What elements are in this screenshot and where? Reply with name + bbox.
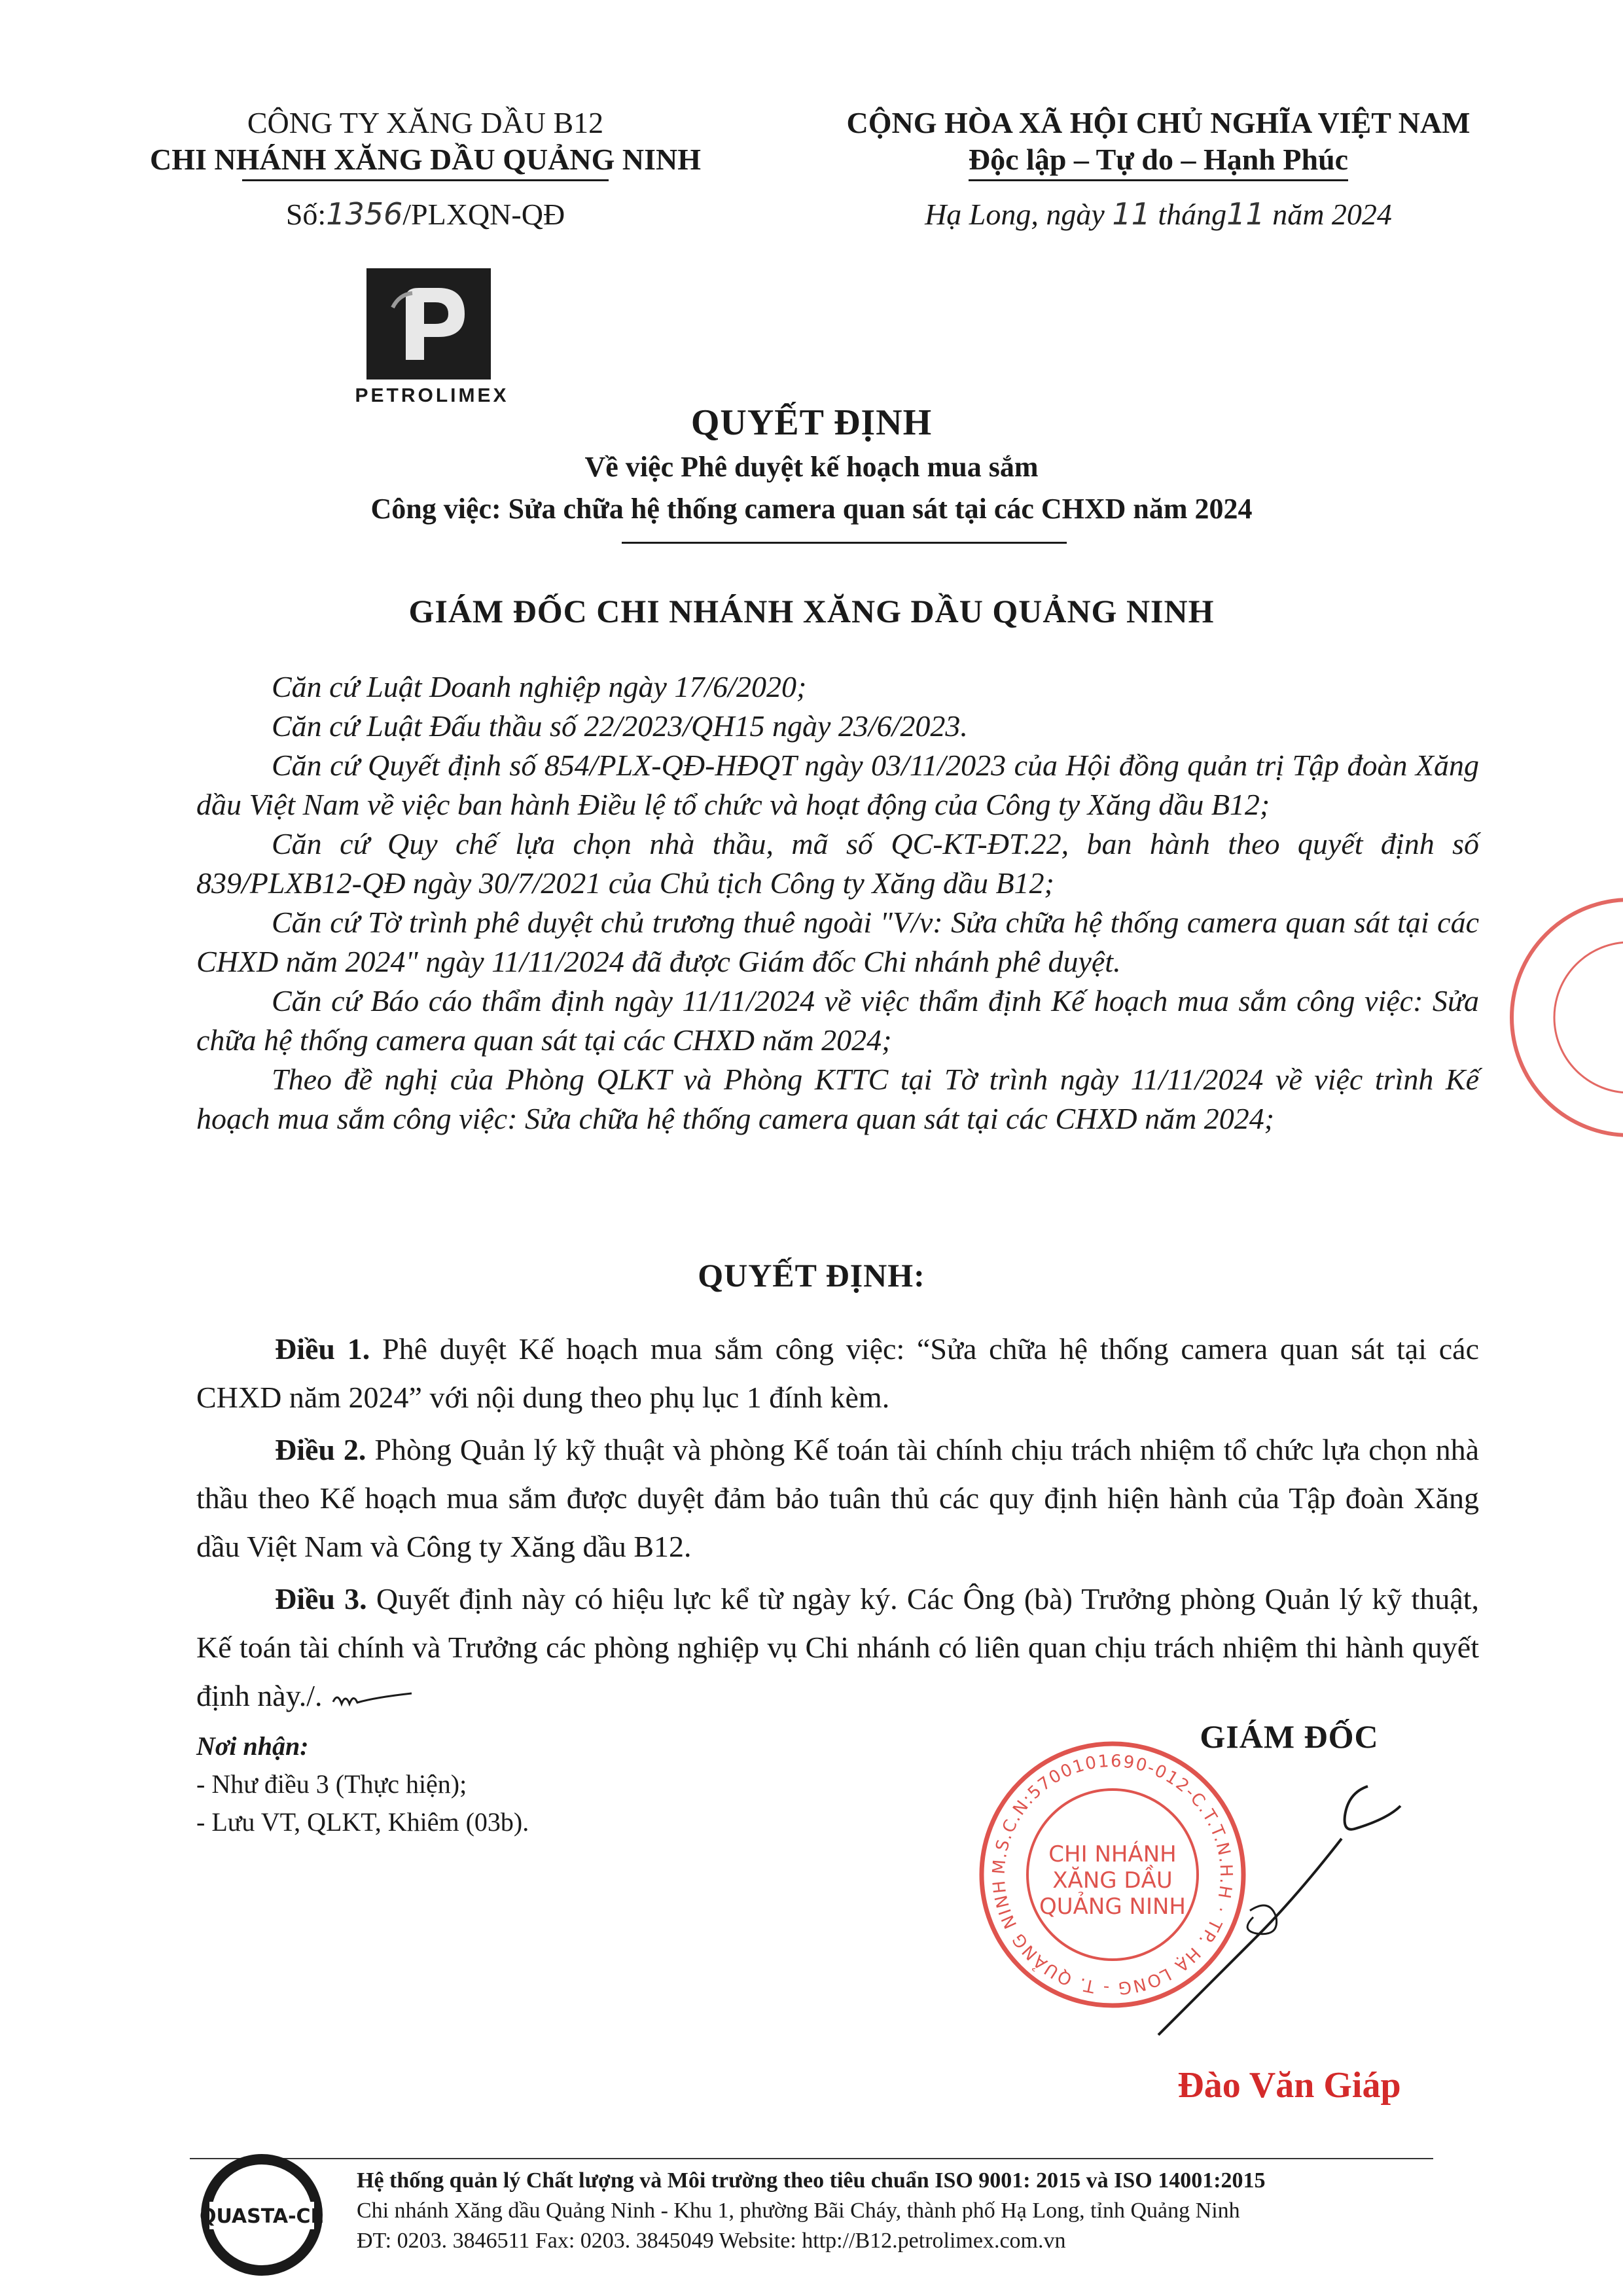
article-label: Điều 2. [275, 1433, 366, 1466]
number-prefix: Số: [285, 198, 327, 231]
basis-item: Căn cứ Báo cáo thẩm định ngày 11/11/2024 về việc thẩm định Kế hoạch mua sắm công việc: Sửa chữa hệ thống camera quan sát tại các CHXD năm 2024; [196, 984, 1479, 1057]
handwritten-signature-icon [1080, 1767, 1407, 2041]
branch-underline [242, 179, 609, 181]
decision-title: QUYẾT ĐỊNH [690, 402, 933, 443]
recipient-item: - Lưu VT, QLKT, Khiêm (03b). [196, 1807, 529, 1837]
date-prefix: Hạ Long, ngày [925, 198, 1105, 231]
issuer-block [98, 105, 753, 233]
title-underline [622, 542, 1067, 544]
date-month: 11 [1226, 196, 1265, 232]
footer-iso-line: Hệ thống quản lý Chất lượng và Môi trường theo tiêu chuẩn ISO 9001: 2015 và ISO 14001:2015 [357, 2168, 1266, 2193]
edge-seal-icon [1499, 887, 1623, 1161]
date-day: 11 [1112, 196, 1150, 232]
document-number [98, 196, 753, 233]
seal-ring-text: M.S.C.N:5700101690-012-C.T.T.N.H.H · TP. HẠ LONG - T. QUẢNG NINH [989, 1751, 1236, 1998]
decision-title-block [183, 399, 1440, 530]
seal-text-line3: QUẢNG NINH [1039, 1894, 1186, 1920]
article-3 [196, 1575, 1479, 1720]
date-year: năm 2024 [1272, 198, 1392, 231]
number-suffix: /PLXQN-QĐ [402, 198, 565, 231]
quasta-label: QUASTA-CE [199, 2205, 325, 2228]
decision-subject: Về việc Phê duyệt kế hoạch mua sắm [584, 451, 1039, 483]
republic-block [772, 105, 1544, 233]
basis-item: Căn cứ Luật Doanh nghiệp ngày 17/6/2020; [272, 670, 807, 703]
legal-basis [196, 667, 1479, 1139]
decide-heading: QUYẾT ĐỊNH: [698, 1257, 925, 1294]
issue-date [772, 196, 1544, 233]
basis-item: Căn cứ Quyết định số 854/PLX-QĐ-HĐQT ngày 03/11/2023 của Hội đồng quản trị Tập đoàn Xăng dầu Việt Nam về việc ban hành Điều lệ tổ chức và hoạt động của Công ty Xăng dầu B12; [196, 749, 1479, 821]
article-label: Điều 3. [275, 1582, 367, 1616]
article-text: Quyết định này có hiệu lực kể từ ngày ký. Các Ông (bà) Trưởng phòng Quản lý kỹ thuật, Kế toán tài chính và Trưởng các phòng nghiệp vụ Chi nhánh có liên quan chịu trách nhiệm thi hành quyết định này./. [196, 1582, 1480, 1712]
basis-item: Căn cứ Tờ trình phê duyệt chủ trương thuê ngoài "V/v: Sửa chữa hệ thống camera quan sát tại các CHXD năm 2024" ngày 11/11/2024 đã được Giám đốc Chi nhánh phê duyệt. [196, 906, 1479, 978]
quasta-certification-icon [196, 2149, 327, 2280]
footer-contact-line: ĐT: 0203. 3846511 Fax: 0203. 3845049 Website: http://B12.petrolimex.com.vn [357, 2229, 1066, 2253]
footer-divider [190, 2158, 1433, 2159]
petrolimex-logo-icon [366, 268, 491, 380]
branch-name: CHI NHÁNH XĂNG DẦU QUẢNG NINH [149, 143, 702, 176]
company-name: CÔNG TY XĂNG DẦU B12 [247, 106, 604, 139]
date-month-label: tháng [1158, 198, 1227, 231]
recipients-block [196, 1727, 785, 1841]
initial-mark-icon [330, 1686, 415, 1712]
motto-underline [969, 179, 1348, 181]
article-label: Điều 1. [275, 1332, 370, 1366]
article-text: Phê duyệt Kế hoạch mua sắm công việc: “Sửa chữa hệ thống camera quan sát tại các CHXD năm 2024” với nội dung theo phụ lục 1 đính kèm. [196, 1332, 1480, 1414]
seal-text-line2: XĂNG DẦU [1052, 1867, 1173, 1894]
number-handwritten: 1356 [326, 196, 403, 232]
signer-title: GIÁM ĐỐC [1200, 1718, 1379, 1755]
article-text: Phòng Quản lý kỹ thuật và phòng Kế toán tài chính chịu trách nhiệm tổ chức lựa chọn nhà thầu theo Kế hoạch mua sắm được duyệt đảm bảo tuân thủ các quy định hiện hành của Tập đoàn Xăng dầu Việt Nam và Công ty Xăng dầu B12. [196, 1433, 1480, 1563]
article-1 [196, 1325, 1479, 1422]
recipients-heading: Nơi nhận: [196, 1731, 309, 1761]
decision-work-item: Công việc: Sửa chữa hệ thống camera quan sát tại các CHXD năm 2024 [370, 493, 1253, 525]
republic-name: CỘNG HÒA XÃ HỘI CHỦ NGHĨA VIỆT NAM [846, 106, 1471, 139]
footer-info [357, 2166, 1535, 2256]
basis-item: Căn cứ Quy chế lựa chọn nhà thầu, mã số QC-KT-ĐT.22, ban hành theo quyết định số 839/PLXB12-QĐ ngày 30/7/2021 của Chủ tịch Công ty Xăng dầu B12; [196, 827, 1479, 900]
articles [196, 1325, 1479, 1724]
authority-heading: GIÁM ĐỐC CHI NHÁNH XĂNG DẦU QUẢNG NINH [408, 593, 1215, 629]
recipient-item: - Như điều 3 (Thực hiện); [196, 1769, 467, 1799]
basis-item: Căn cứ Luật Đấu thầu số 22/2023/QH15 ngày 23/6/2023. [272, 709, 968, 743]
signer-name: Đào Văn Giáp [1177, 2065, 1401, 2106]
basis-item: Theo đề nghị của Phòng QLKT và Phòng KTTC tại Tờ trình ngày 11/11/2024 về việc trình Kế hoạch mua sắm công việc: Sửa chữa hệ thống camera quan sát tại các CHXD năm 2024; [196, 1063, 1479, 1135]
footer-address-line: Chi nhánh Xăng dầu Quảng Ninh - Khu 1, phường Bãi Cháy, thành phố Hạ Long, tỉnh Quảng Ninh [357, 2199, 1240, 2223]
republic-motto: Độc lập – Tự do – Hạnh Phúc [968, 143, 1349, 176]
article-2 [196, 1426, 1479, 1571]
logo-wordmark: PETROLIMEX [355, 385, 509, 406]
seal-text-line1: CHI NHÁNH [1048, 1841, 1177, 1867]
